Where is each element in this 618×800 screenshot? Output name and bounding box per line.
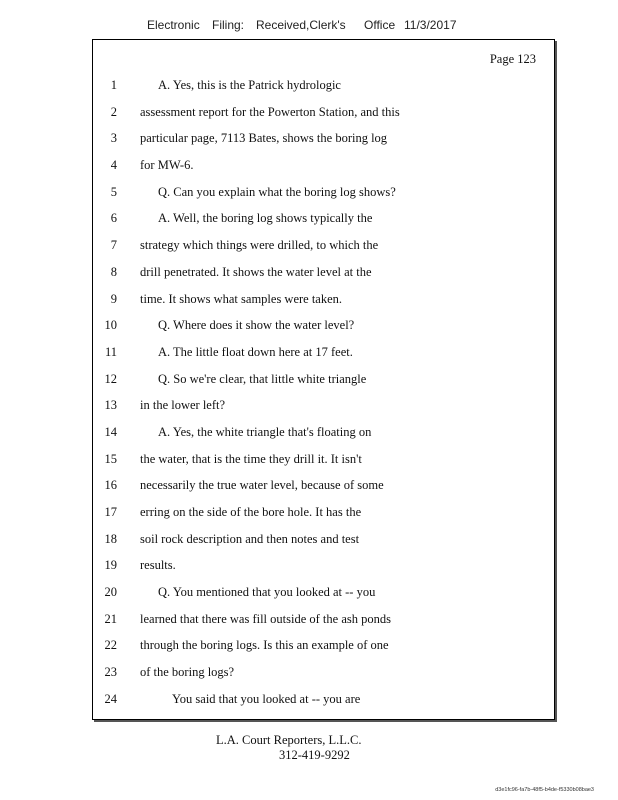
line-number: 3 <box>110 131 117 146</box>
transcript-line <box>93 530 554 557</box>
transcript-line <box>93 290 554 317</box>
line-number: 6 <box>110 211 117 226</box>
line-number: 2 <box>110 104 117 119</box>
line-number: 19 <box>104 558 117 573</box>
line-number: 14 <box>104 424 117 439</box>
line-number: 20 <box>104 585 117 600</box>
line-text: Q. You mentioned that you looked at -- you <box>158 585 376 600</box>
transcript-line <box>93 316 554 343</box>
filing-stamp-header <box>0 18 618 38</box>
transcript-line <box>93 450 554 477</box>
line-text: assessment report for the Powerton Station, and this <box>140 104 400 119</box>
line-text: the water, that is the time they drill it. It isn't <box>140 451 362 466</box>
reporter-company: L.A. Court Reporters, L.L.C. <box>216 733 362 747</box>
transcript-line <box>93 423 554 450</box>
transcript-line <box>93 370 554 397</box>
transcript-line <box>93 556 554 583</box>
line-number: 23 <box>104 665 117 680</box>
transcript-line <box>93 183 554 210</box>
transcript-line <box>93 690 554 717</box>
transcript-line <box>93 209 554 236</box>
transcript-line <box>93 503 554 530</box>
line-text: A. The little float down here at 17 feet. <box>158 344 353 359</box>
header-received: Received,Clerk's <box>256 18 346 32</box>
header-filing: Filing: <box>212 18 245 32</box>
line-number: 16 <box>104 478 117 493</box>
line-number: 13 <box>104 398 117 413</box>
line-number: 4 <box>110 158 117 173</box>
line-number: 7 <box>110 238 117 253</box>
line-number: 24 <box>104 691 117 706</box>
line-text: for MW-6. <box>140 158 194 173</box>
line-text: Q. So we're clear, that little white triangle <box>158 371 367 386</box>
line-number: 1 <box>110 78 117 92</box>
document-id: d3e1fc96-fa7b-48f5-b4de-f5330b08bae3 <box>495 787 594 793</box>
transcript-line <box>93 263 554 290</box>
transcript-page <box>92 39 555 720</box>
line-text: A. Yes, this is the Patrick hydrologic <box>158 78 341 92</box>
line-text: A. Well, the boring log shows typically the <box>158 211 373 226</box>
transcript-line <box>93 343 554 370</box>
line-text: Q. Where does it show the water level? <box>158 318 355 333</box>
line-number: 10 <box>104 318 117 333</box>
transcript-line <box>93 476 554 503</box>
line-text: particular page, 7113 Bates, shows the boring log <box>140 131 388 146</box>
transcript-line <box>93 396 554 423</box>
line-text: strategy which things were drilled, to which the <box>140 238 379 253</box>
transcript-line <box>93 583 554 610</box>
line-text: time. It shows what samples were taken. <box>140 291 343 306</box>
line-number: 8 <box>110 264 117 279</box>
transcript-line <box>93 129 554 156</box>
line-text: Q. Can you explain what the boring log shows? <box>158 184 396 199</box>
line-text: erring on the side of the bore hole. It has the <box>140 505 362 519</box>
transcript-line <box>93 76 554 103</box>
header-electronic: Electronic <box>147 18 200 32</box>
transcript-line <box>93 610 554 637</box>
transcript-line <box>93 103 554 130</box>
transcript-line <box>93 236 554 263</box>
line-number: 21 <box>104 611 117 626</box>
line-number: 22 <box>104 638 117 653</box>
line-text: of the boring logs? <box>140 665 235 680</box>
line-number: 17 <box>104 505 117 519</box>
line-text: results. <box>140 558 176 573</box>
line-text: drill penetrated. It shows the water level at the <box>140 264 372 279</box>
line-text: You said that you looked at -- you are <box>172 691 361 706</box>
line-text: soil rock description and then notes and test <box>140 531 360 546</box>
line-text: in the lower left? <box>140 398 226 413</box>
transcript-line <box>93 636 554 663</box>
line-number: 18 <box>104 531 117 546</box>
reporter-phone: 312-419-9292 <box>279 748 350 762</box>
transcript-line <box>93 156 554 183</box>
line-text: A. Yes, the white triangle that's floating on <box>158 424 372 439</box>
header-office: Office <box>364 18 396 32</box>
line-number: 12 <box>104 371 117 386</box>
page-number: Page 123 <box>489 52 536 66</box>
line-number: 11 <box>104 344 117 359</box>
line-text: learned that there was fill outside of the ash ponds <box>140 611 391 626</box>
line-number: 9 <box>110 291 117 306</box>
line-text: necessarily the true water level, because of some <box>140 478 384 493</box>
header-date: 11/3/2017 <box>404 18 457 32</box>
line-text: through the boring logs. Is this an example of one <box>140 638 389 653</box>
transcript-line <box>93 663 554 690</box>
transcript-lines <box>93 76 554 717</box>
line-number: 5 <box>110 184 117 199</box>
line-number: 15 <box>104 451 117 466</box>
